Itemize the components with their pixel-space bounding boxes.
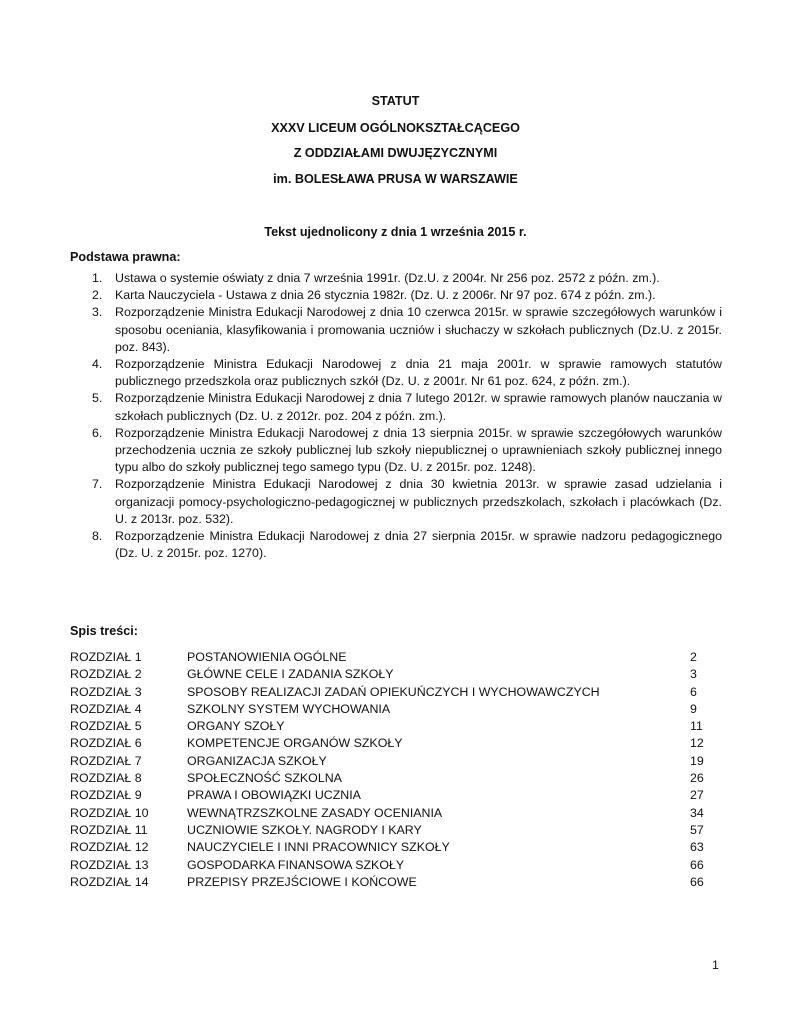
- toc-row: [70, 666, 706, 683]
- list-item-text: Rozporządzenie Ministra Edukacji Narodowej z dnia 21 maja 2001r. w sprawie ramowych statutów publicznego przedszkola oraz publicznych szkół (Dz. U. z 2001r. Nr 61 poz. 624, z późn. zm.).: [115, 357, 722, 389]
- toc-chapter: ROZDZIAŁ 8: [70, 771, 142, 786]
- toc-chapter: ROZDZIAŁ 6: [70, 736, 142, 751]
- toc-page: 26: [690, 771, 704, 786]
- document-title: STATUT: [371, 94, 420, 108]
- toc-chapter: ROZDZIAŁ 3: [70, 684, 142, 699]
- list-item: [92, 476, 722, 528]
- toc-title: SPOSOBY REALIZACJI ZADAŃ OPIEKUŃCZYCH I WYCHOWAWCZYCH: [187, 684, 600, 699]
- toc-chapter: ROZDZIAŁ 5: [70, 719, 142, 734]
- toc-page: 66: [690, 857, 704, 872]
- toc-page: 6: [690, 684, 697, 699]
- toc-row: [70, 787, 706, 804]
- toc-title: SZKOLNY SYSTEM WYCHOWANIA: [187, 701, 391, 716]
- toc-page: 19: [690, 753, 704, 768]
- toc-row: [70, 839, 706, 856]
- consolidated-text-note: Tekst ujednolicony z dnia 1 września 2015 r.: [264, 225, 527, 239]
- list-item: [92, 287, 722, 304]
- list-item-text: Rozporządzenie Ministra Edukacji Narodowej z dnia 27 sierpnia 2015r. w sprawie nadzoru pedagogicznego (Dz. U. z 2015r. poz. 1270).: [115, 529, 722, 561]
- list-item-text: Karta Nauczyciela - Ustawa z dnia 26 stycznia 1982r. (Dz. U. z 2006r. Nr 97 poz. 674 z późn. zm.).: [115, 288, 656, 303]
- toc-row: [70, 649, 706, 666]
- toc-row: [70, 718, 706, 735]
- list-item: [92, 356, 722, 390]
- toc-page: 2: [690, 650, 697, 664]
- toc-title: UCZNIOWIE SZKOŁY. NAGRODY I KARY: [187, 822, 422, 837]
- toc-page: 66: [690, 874, 704, 889]
- toc-title: WEWNĄTRZSZKOLNE ZASADY OCENIANIA: [187, 805, 443, 820]
- page-number: 1: [712, 958, 719, 972]
- toc-page: 11: [690, 719, 703, 734]
- toc-row: [70, 874, 706, 891]
- toc-title: KOMPETENCJE ORGANÓW SZKOŁY: [187, 736, 403, 751]
- toc-chapter: ROZDZIAŁ 12: [70, 840, 149, 855]
- list-item: [92, 270, 722, 287]
- toc-heading: Spis treści:: [70, 624, 138, 638]
- toc-page: 27: [690, 788, 704, 803]
- toc-chapter: ROZDZIAŁ 14: [70, 874, 149, 889]
- list-item: [92, 528, 722, 562]
- toc-title: NAUCZYCIELE I INNI PRACOWNICY SZKOŁY: [187, 840, 450, 855]
- toc-page: 63: [690, 840, 704, 855]
- toc-page: 9: [690, 701, 697, 716]
- toc-chapter: ROZDZIAŁ 10: [70, 805, 149, 820]
- toc-chapter: ROZDZIAŁ 7: [70, 753, 142, 768]
- toc-chapter: ROZDZIAŁ 4: [70, 701, 142, 716]
- list-item-number: 4.: [92, 357, 103, 372]
- toc-title: GŁÓWNE CELE I ZADANIA SZKOŁY: [187, 667, 394, 682]
- list-item-text: Rozporządzenie Ministra Edukacji Narodowej z dnia 7 lutego 2012r. w sprawie ramowych planów nauczania w szkołach publicznych (Dz. U. z 2012r. poz. 204 z późn. zm.).: [115, 391, 722, 423]
- table-of-contents: [70, 649, 706, 891]
- legal-basis-heading: Podstawa prawna:: [70, 250, 181, 264]
- toc-title: SPOŁECZNOŚĆ SZKOLNA: [187, 771, 342, 786]
- school-subtitle: Z ODDZIAŁAMI DWUJĘZYCZNYMI: [293, 146, 498, 160]
- list-item-number: 1.: [92, 271, 103, 285]
- legal-basis-list: [92, 270, 722, 562]
- toc-chapter: ROZDZIAŁ 9: [70, 788, 142, 803]
- list-item-number: 3.: [92, 305, 103, 320]
- toc-chapter: ROZDZIAŁ 13: [70, 857, 149, 872]
- list-item-number: 2.: [92, 288, 103, 303]
- toc-row: [70, 701, 706, 718]
- toc-page: 57: [690, 822, 704, 837]
- list-item: [92, 304, 722, 356]
- toc-title: GOSPODARKA FINANSOWA SZKOŁY: [187, 857, 405, 872]
- toc-page: 34: [690, 805, 704, 820]
- toc-row: [70, 753, 706, 770]
- list-item-text: Ustawa o systemie oświaty z dnia 7 września 1991r. (Dz.U. z 2004r. Nr 256 poz. 2572 z późn. zm.).: [115, 271, 660, 285]
- list-item: [92, 425, 722, 477]
- toc-chapter: ROZDZIAŁ 1: [70, 650, 142, 664]
- toc-chapter: ROZDZIAŁ 2: [70, 667, 142, 682]
- toc-title: POSTANOWIENIA OGÓLNE: [187, 650, 347, 664]
- toc-row: [70, 684, 706, 701]
- toc-title: ORGANY SZOŁY: [187, 719, 285, 734]
- list-item-number: 8.: [92, 529, 103, 544]
- toc-title: PRAWA I OBOWIĄZKI UCZNIA: [187, 788, 361, 803]
- toc-row: [70, 857, 706, 874]
- toc-title: PRZEPISY PRZEJŚCIOWE I KOŃCOWE: [187, 874, 417, 889]
- list-item-number: 6.: [92, 425, 103, 440]
- toc-row: [70, 770, 706, 787]
- list-item: [92, 390, 722, 424]
- toc-page: 12: [690, 736, 704, 751]
- list-item-text: Rozporządzenie Ministra Edukacji Narodowej z dnia 10 czerwca 2015r. w sprawie szczegółowych warunków i sposobu oceniania, klasyfikowania i promowania uczniów i słuchaczy w szkołach publicznych (Dz.U. z 2015r. poz. 843).: [115, 305, 722, 354]
- list-item-number: 7.: [92, 477, 103, 492]
- toc-row: [70, 735, 706, 752]
- toc-page: 3: [690, 667, 697, 682]
- list-item-text: Rozporządzenie Ministra Edukacji Narodowej z dnia 30 kwietnia 2013r. w sprawie zasad udzielania i organizacji pomocy-psychologiczno-pedagogicznej w publicznych przedszkolach, szkołach i placówkach (Dz. U. z 2013r. poz. 532).: [115, 477, 722, 526]
- school-patron: im. BOLESŁAWA PRUSA W WARSZAWIE: [273, 172, 518, 186]
- school-name: XXXV LICEUM OGÓLNOKSZTAŁCĄCEGO: [271, 121, 520, 135]
- toc-row: [70, 805, 706, 822]
- list-item-text: Rozporządzenie Ministra Edukacji Narodowej z dnia 13 sierpnia 2015r. w sprawie szczegółowych warunków przechodzenia ucznia ze szkoły publicznej lub szkoły niepublicznej o uprawnieniach szkoły publicznej innego typu albo do szkoły publicznej tego samego typu (Dz. U. z 2015r. poz. 1248).: [115, 425, 722, 475]
- toc-chapter: ROZDZIAŁ 11: [70, 822, 148, 837]
- toc-title: ORGANIZACJA SZKOŁY: [187, 753, 327, 768]
- list-item-number: 5.: [92, 391, 103, 406]
- toc-row: [70, 822, 706, 839]
